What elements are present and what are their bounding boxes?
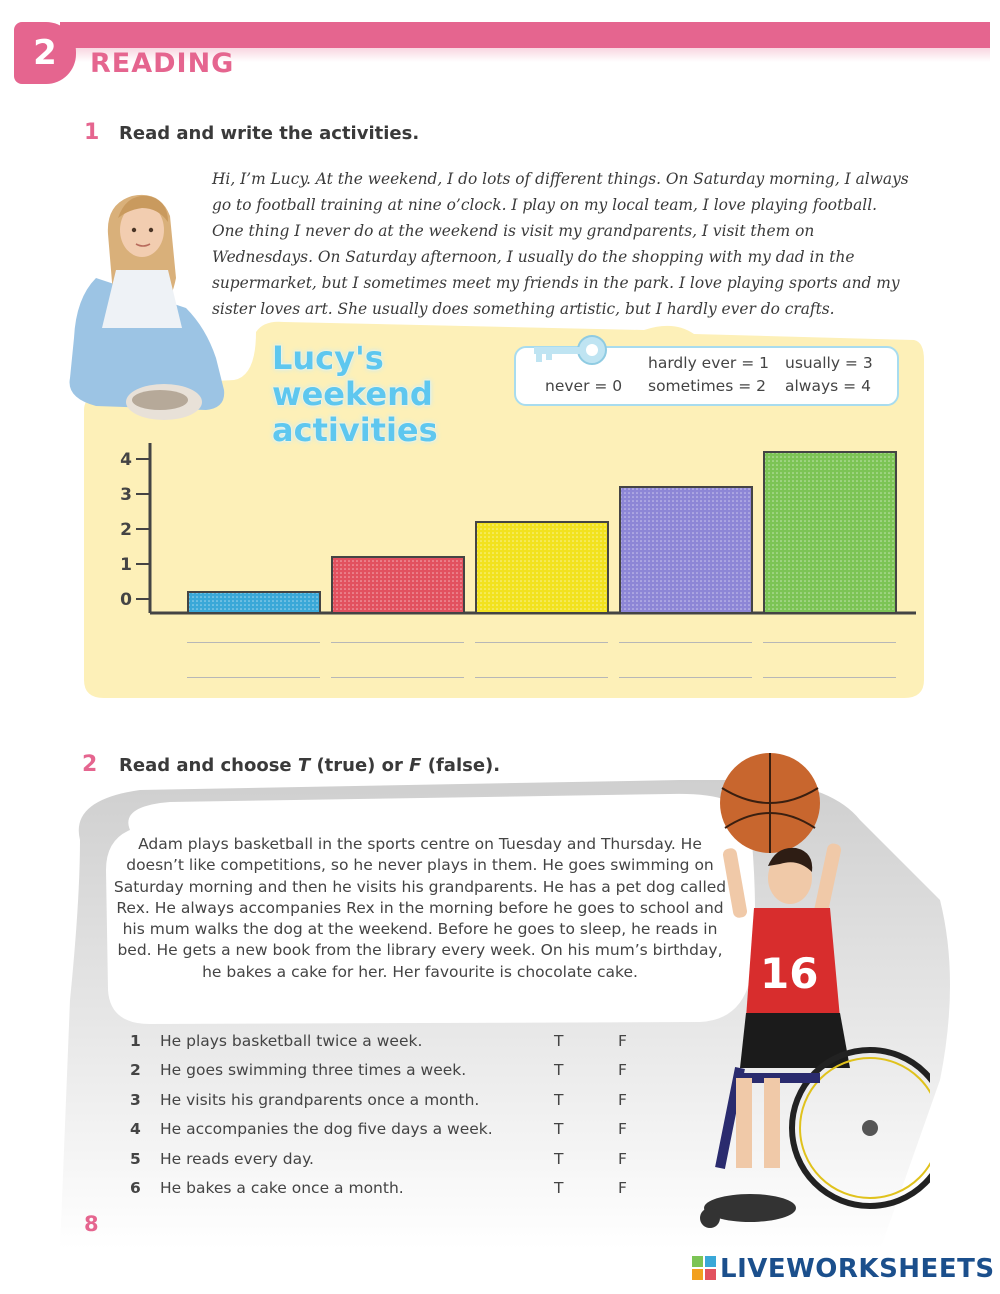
answer-line[interactable] [331, 642, 464, 643]
answer-line[interactable] [619, 642, 752, 643]
page-number: 8 [84, 1212, 99, 1236]
false-option[interactable]: F [618, 1150, 627, 1168]
answer-line[interactable] [475, 642, 608, 643]
question-row [130, 1032, 650, 1058]
question-row [130, 1179, 650, 1205]
y-tick-label: 4 [120, 450, 132, 470]
chart-title-line-2: weekend [272, 375, 433, 413]
question-row [130, 1120, 650, 1146]
brand-text: LIVEWORKSHEETS [720, 1254, 995, 1284]
answer-line[interactable] [475, 677, 608, 678]
y-tick-label: 1 [120, 555, 132, 575]
question-number: 6 [130, 1179, 141, 1197]
instruction-f: F [409, 755, 422, 776]
svg-text:16: 16 [760, 949, 819, 998]
question-text: He reads every day. [160, 1150, 314, 1168]
chart-title-line-1: Lucy's [272, 339, 384, 377]
answer-line[interactable] [187, 677, 320, 678]
answer-line[interactable] [187, 642, 320, 643]
true-option[interactable]: T [554, 1120, 564, 1138]
question-text: He bakes a cake once a month. [160, 1179, 404, 1197]
unit-number-badge [14, 22, 76, 84]
lucy-paragraph: Hi, I’m Lucy. At the weekend, I do lots of different things. On Saturday morning, I always go to football training at nine o’clock. I play on my local team, I love playing football. One thing I never do at the weekend is visit my grandparents, I visit them on Wednesdays. On Saturday afternoon, I usually do the shopping with my dad in the supermarket, but I sometimes meet my friends in the park. I love playing sports and my sister loves art. She usually does something artistic, but I hardly ever do crafts. [212, 170, 909, 318]
header-bar [60, 22, 990, 48]
exercise-1-number: 1 [84, 120, 100, 145]
adam-photo [680, 748, 930, 1238]
question-number: 5 [130, 1150, 141, 1168]
question-row [130, 1150, 650, 1176]
key-never: never = 0 [545, 377, 623, 395]
key-icon [528, 332, 610, 372]
brand-logo [692, 1254, 995, 1284]
true-option[interactable]: T [554, 1179, 564, 1197]
true-option[interactable]: T [554, 1061, 564, 1079]
question-number: 1 [130, 1032, 141, 1050]
liveworksheets-icon [692, 1256, 716, 1282]
exercise-1-instruction: Read and write the activities. [119, 123, 420, 144]
question-row [130, 1091, 650, 1117]
question-text: He goes swimming three times a week. [160, 1061, 467, 1079]
true-option[interactable]: T [554, 1091, 564, 1109]
false-option[interactable]: F [618, 1179, 627, 1197]
section-title: READING [90, 48, 235, 79]
instruction-part: Read and choose [119, 755, 298, 776]
y-tick-label: 0 [120, 590, 132, 610]
exercise-2-instruction [119, 755, 500, 776]
instruction-t: T [297, 755, 311, 776]
question-number: 4 [130, 1120, 141, 1138]
question-text: He accompanies the dog five days a week. [160, 1120, 493, 1138]
question-number: 2 [130, 1061, 141, 1079]
false-option[interactable]: F [618, 1032, 627, 1050]
question-text: He plays basketball twice a week. [160, 1032, 423, 1050]
exercise-2-number: 2 [82, 752, 98, 777]
lucy-photo [56, 158, 226, 426]
y-tick-label: 3 [120, 485, 132, 505]
unit-number: 2 [33, 33, 57, 73]
question-text: He visits his grandparents once a month. [160, 1091, 480, 1109]
chart-title [272, 340, 512, 448]
true-option[interactable]: T [554, 1150, 564, 1168]
false-option[interactable]: F [618, 1061, 627, 1079]
answer-line[interactable] [763, 677, 896, 678]
answer-line[interactable] [331, 677, 464, 678]
false-option[interactable]: F [618, 1091, 627, 1109]
chart-title-line-3: activities [272, 411, 438, 449]
answer-line[interactable] [763, 642, 896, 643]
adam-paragraph: Adam plays basketball in the sports centre on Tuesday and Thursday. He doesn’t like competitions, so he never plays in them. He goes swimming on Saturday morning and then he visits his grandparents. He has a pet dog called Rex. He always accompanies Rex in the morning before he goes to school and his mum walks the dog at the weekend. Before he goes to sleep, he reads in bed. He gets a new book from the library every week. On his mum’s birthday, he bakes a cake for her. Her favourite is chocolate cake. [113, 835, 727, 981]
answer-line[interactable] [619, 677, 752, 678]
key-usually: usually = 3 [785, 354, 873, 372]
key-always: always = 4 [785, 377, 871, 395]
instruction-part: (true) or [310, 755, 410, 776]
question-number: 3 [130, 1091, 141, 1109]
true-option[interactable]: T [554, 1032, 564, 1050]
false-option[interactable]: F [618, 1120, 627, 1138]
instruction-part: (false). [421, 755, 501, 776]
y-tick-label: 2 [120, 520, 132, 540]
key-hardly-ever: hardly ever = 1 [648, 354, 769, 372]
key-sometimes: sometimes = 2 [648, 377, 766, 395]
question-row [130, 1061, 650, 1087]
